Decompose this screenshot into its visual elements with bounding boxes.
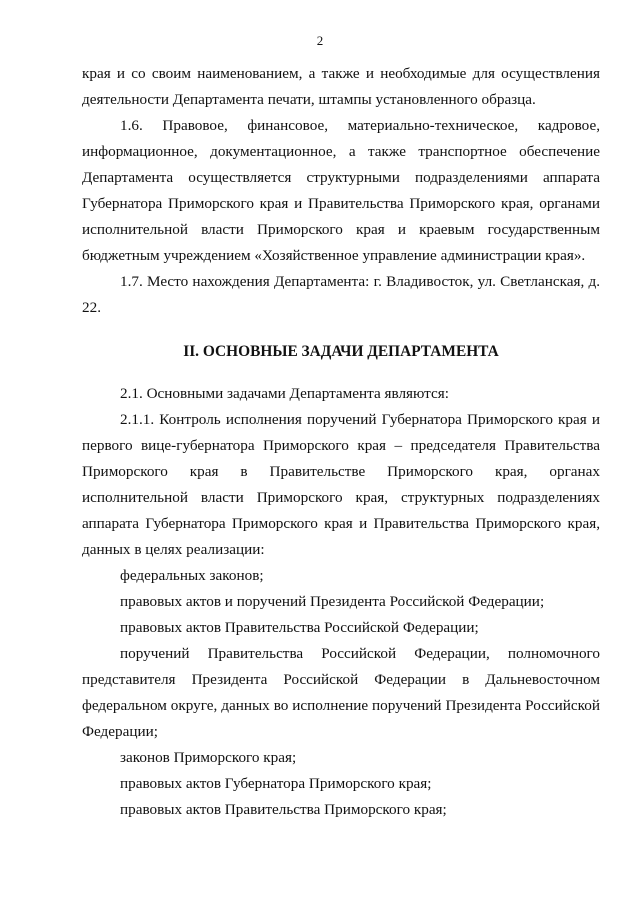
list-item: правовых актов и поручений Президента Российской Федерации; — [120, 593, 545, 610]
paragraph-1-6: 1.6. Правовое, финансовое, материально-техническое, кадровое, информационное, документационное, а также транспортное обеспечение Департамента осуществляется структурными подразделениями аппарата Губернатора Приморского края и Правительства Приморского края, органами исполнительной власти Приморского края и краевым государственным бюджетным учреждением «Хозяйственное управление администрации края». — [82, 117, 600, 264]
list-item: поручений Правительства Российской Федерации, полномочного представителя Президента Российской Федерации в Дальневосточном федеральном округе, данных во исполнение поручений Президента Российской Федерации; — [82, 645, 600, 740]
section-heading: II. ОСНОВНЫЕ ЗАДАЧИ ДЕПАРТАМЕНТА — [183, 343, 499, 360]
list-item: законов Приморского края; — [120, 749, 297, 766]
paragraph-2-1-1: 2.1.1. Контроль исполнения поручений Губернатора Приморского края и первого вице-губернатора Приморского края – председателя Правительства Приморского края в Правительстве Приморского края, органах исполнительной власти Приморского края, структурных подразделениях аппарата Губернатора Приморского края и Правительства Приморского края, данных в целях реализации: — [82, 411, 600, 558]
list-item: правовых актов Губернатора Приморского края; — [120, 775, 432, 792]
list-item: правовых актов Правительства Российской Федерации; — [120, 619, 479, 636]
paragraph-2-1: 2.1. Основными задачами Департамента являются: — [120, 385, 449, 402]
paragraph-continuation: края и со своим наименованием, а также и необходимые для осуществления деятельности Департамента печати, штампы установленного образца. — [82, 65, 600, 108]
document-body — [82, 61, 600, 823]
list-item: правовых актов Правительства Приморского края; — [120, 801, 447, 818]
page-number: 2 — [316, 33, 324, 48]
paragraph-1-7: 1.7. Место нахождения Департамента: г. Владивосток, ул. Светланская, д. 22. — [82, 273, 600, 316]
list-item: федеральных законов; — [120, 567, 264, 584]
